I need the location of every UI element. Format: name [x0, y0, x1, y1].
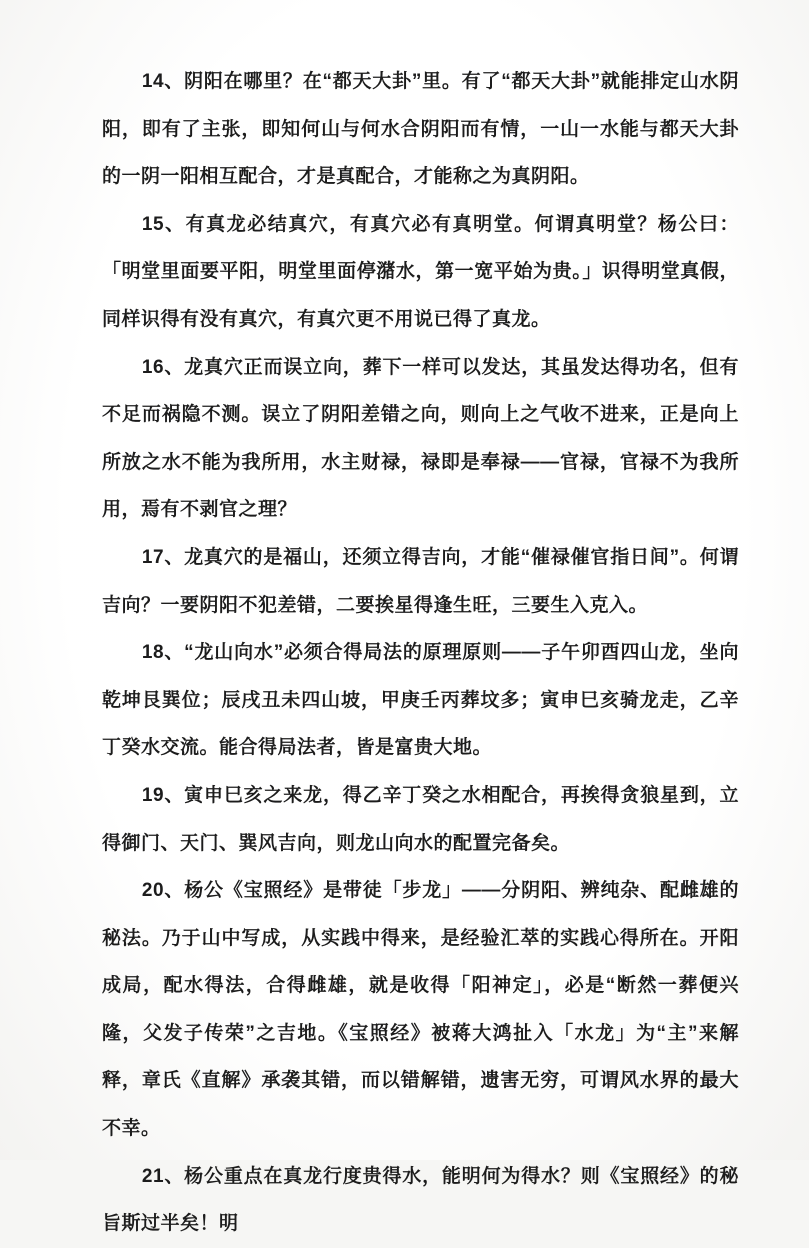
text-block: [102, 58, 739, 1248]
paragraph-16: 16、龙真穴正而误立向，葬下一样可以发达，其虽发达得功名，但有不足而祸隐不测。误立了阴阳差错之向，则向上之气收不进来，正是向上所放之水不能为我所用，水主财禄，禄即是奉禄——官禄，官禄不为我所用，焉有不剥官之理？: [102, 356, 739, 521]
paragraph-17: 17、龙真穴的是福山，还须立得吉向，才能“催禄催官指日间”。何谓吉向？一要阴阳不犯差错，二要挨星得逢生旺，三要生入克入。: [102, 546, 739, 616]
paragraph-20: 20、杨公《宝照经》是带徒「步龙」——分阴阳、辨纯杂、配雌雄的秘法。乃于山中写成，从实践中得来，是经验汇萃的实践心得所在。开阳成局，配水得法，合得雌雄，就是收得「阳神定」，必是“断然一葬便兴隆，父发子传荣”之吉地。《宝照经》被蒋大鸿扯入「水龙」为“主”来解释，章氏《直解》承袭其错，而以错解错，遗害无穷，可谓风水界的最大不幸。: [102, 880, 739, 1140]
paragraph-14: 14、阴阳在哪里？在“都天大卦”里。有了“都天大卦”就能排定山水阴阳，即有了主张，即知何山与何水合阴阳而有情，一山一水能与都天大卦的一阴一阳相互配合，才是真配合，才能称之为真阴阳。: [102, 71, 739, 188]
paragraph-19: 19、寅申巳亥之来龙，得乙辛丁癸之水相配合，再挨得贪狼星到，立得御门、天门、巽风吉向，则龙山向水的配置完备矣。: [102, 784, 739, 854]
paragraph-15: 15、有真龙必结真穴，有真穴必有真明堂。何谓真明堂？杨公曰：「明堂里面要平阳，明堂里面停潴水，第一宽平始为贵。」识得明堂真假，同样识得有没有真穴，有真穴更不用说已得了真龙。: [102, 213, 739, 330]
paragraph-18: 18、“龙山向水”必须合得局法的原理原则——子午卯酉四山龙，坐向乾坤艮巽位；辰戌丑未四山坡，甲庚壬丙葬坟多；寅申巳亥骑龙走，乙辛丁癸水交流。能合得局法者，皆是富贵大地。: [102, 642, 739, 759]
paragraph-21: 21、杨公重点在真龙行度贵得水，能明何为得水？则《宝照经》的秘旨斯过半矣！明: [102, 1165, 739, 1235]
